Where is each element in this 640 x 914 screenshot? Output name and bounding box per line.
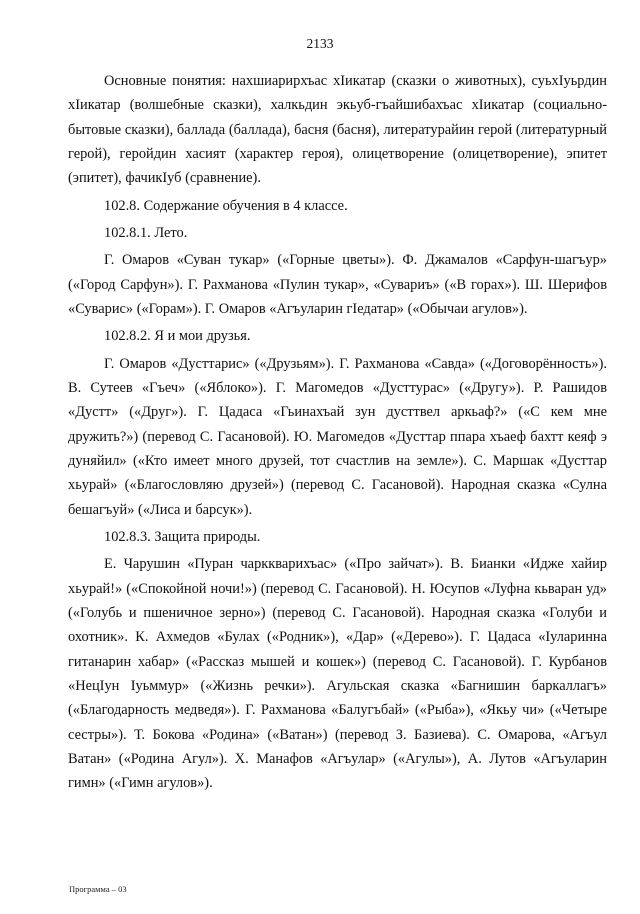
section-heading-4th-grade: 102.8. Содержание обучения в 4 классе. bbox=[104, 197, 348, 214]
subsection-heading-friends: 102.8.2. Я и мои друзья. bbox=[104, 328, 251, 345]
document-body bbox=[68, 69, 607, 796]
paragraph-summer-readings: Г. Омаров «Суван тукар» («Горные цветы»). Ф. Джамалов «Сарфун-шагъур» («Город Сарфун»). Г. Рахманова «Пулин тукар», «Сувариъ» («В горах»). Ш. Шерифов «Суварис» («Горам»). Г. Омаров «Агъуларин гIедатар» («Обычаи агулов»). bbox=[68, 252, 607, 317]
subsection-heading-summer: 102.8.1. Лето. bbox=[104, 224, 188, 241]
footer-label: Программа – 03 bbox=[69, 884, 127, 894]
page-number: 2133 bbox=[306, 36, 334, 51]
paragraph-friends-readings: Г. Омаров «Дусттарис» («Друзьям»). Г. Рахманова «Савда» («Договорённость»). В. Сутеев «Гъеч» («Яблоко»). Г. Магомедов «Дусттурас» («Другу»). Р. Рашидов «Дустт» («Друг»). Г. Цадаса «Гьинахъай зун дусттвел аркьаф?» («С кем мне дружить?») (перевод С. Гасановой). Ю. Магомедов «Дусттар ппара хъаеф бахтт кеяф э дуняйил» («Кто имеет много друзей, тот счастлив на земле»). С. Маршак «Дусттар хьурай» («Благословляю друзей») (перевод С. Гасановой). Народная сказка «Сулна бешагъуй» («Лиса и барсук»). bbox=[68, 355, 607, 518]
paragraph-nature-readings: Е. Чарушин «Пуран чарккварихъас» («Про зайчат»). В. Бианки «Идже хайир хьурай!» («Спокойной ночи!») (перевод С. Гасановой). Н. Юсупов «Луфна кьваран уд» («Голубь и пшеничное зерно») (перевод С. Гасановой). Народная сказка «Голуби и охотник». К. Ахмедов «Булах («Родник»), «Дар» («Дерево»). Г. Цадаса «Iуларинна гитанарин хабар» («Рассказ мышей и кошек») (перевод С. Гасановой). Г. Курбанов «НецIун Iуьммур» («Жизнь речки»). Агульская сказка «Багнишин баркаллагъ» («Благодарность медведя»). Г. Рахманова «Балугъбай» («Рыба»), «Якьу чи» («Четыре сестры»). Т. Бокова «Родина» («Ватан») (перевод З. Базиева). С. Омарова, «Агъул Ватан» («Родина Агул»). Х. Манафов «Агъулар» («Агулы»), А. Лутов «Агъуларин гимн» («Гимн агулов»). bbox=[68, 556, 607, 792]
subsection-heading-nature: 102.8.3. Защита природы. bbox=[104, 528, 261, 545]
paragraph-basic-concepts: Основные понятия: нахшиарирхъас хIикатар (сказки о животных), суьхIуьрдин хIикатар (волшебные сказки), халкьдин экьуб-гъайшибахъас хIикатар (социально-бытовые сказки), баллада (баллада), басня (басня), литературайин герой (литературный герой), геройдин хасият (характер героя), олицетворение (олицетворение), эпитет (эпитет), фачикIуб (сравнение). bbox=[68, 73, 607, 187]
